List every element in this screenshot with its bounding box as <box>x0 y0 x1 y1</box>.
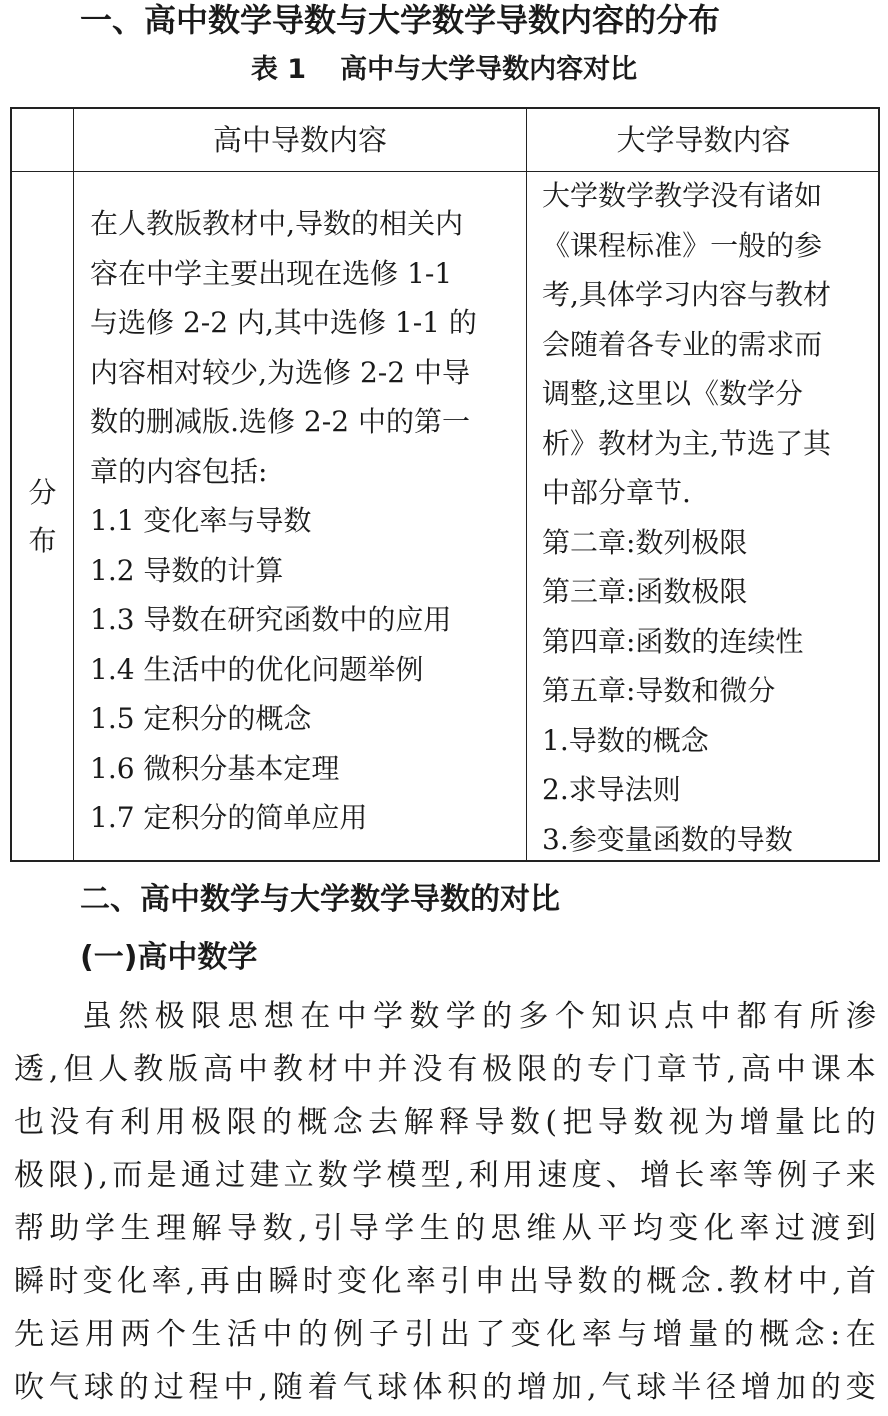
uni-line: 考,具体学习内容与教材 <box>542 278 832 311</box>
hs-line: 1.6 微积分基本定理 <box>90 751 340 785</box>
paragraph-line: 极 限 ) , 而 是 通 过 建 立 数 学 模 型 , 利 用 速 度 、 增 长 率 等 例 子 来 <box>14 1158 876 1193</box>
paragraph-line: 也 没 有 利 用 极 限 的 概 念 去 解 释 导 数 ( 把 导 数 视 为 增 量 比 的 <box>14 1105 876 1140</box>
paragraph-line: 帮 助 学 生 理 解 导 数 , 引 导 学 生 的 思 维 从 平 均 变 化 率 过 渡 到 <box>14 1211 876 1246</box>
hs-line: 1.3 导数在研究函数中的应用 <box>90 603 452 636</box>
uni-line: 3.参变量函数的导数 <box>542 822 793 856</box>
paragraph-line: 吹 气 球 的 过 程 中 , 随 着 气 球 体 积 的 增 加 , 气 球 半 径 增 加 的 变 <box>14 1370 876 1405</box>
uni-line: 大学数学教学没有诸如 <box>542 179 823 212</box>
hs-line: 章的内容包括: <box>90 454 268 488</box>
uni-line: 第三章:函数极限 <box>542 575 748 608</box>
row-label-char: 布 <box>28 524 57 557</box>
table-divider-2 <box>526 109 527 860</box>
hs-line: 内容相对较少,为选修 2-2 中导 <box>90 355 471 389</box>
uni-line: 1.导数的概念 <box>542 723 709 757</box>
hs-line: 在人教版教材中,导数的相关内 <box>90 207 464 240</box>
hs-line: 1.1 变化率与导数 <box>90 504 312 537</box>
hs-line: 数的删减版.选修 2-2 中的第一 <box>90 405 471 438</box>
paragraph-line: 虽 然 极 限 思 想 在 中 学 数 学 的 多 个 知 识 点 中 都 有 所 渗 <box>82 999 876 1034</box>
table-caption <box>0 52 888 88</box>
subsection-heading: (一)高中数学 <box>80 940 258 975</box>
body-paragraph <box>14 990 876 1414</box>
uni-line: 第二章:数列极限 <box>542 525 748 559</box>
uni-line: 第五章:导数和微分 <box>542 674 776 707</box>
table-number: 表 1 <box>250 54 307 85</box>
hs-line: 容在中学主要出现在选修 1-1 <box>90 256 453 290</box>
table-title: 高中与大学导数内容对比 <box>340 54 638 85</box>
header-university: 大学导数内容 <box>616 123 791 157</box>
uni-line: 会随着各专业的需求而 <box>542 327 823 361</box>
high-school-content <box>90 199 510 843</box>
uni-line: 第四章:函数的连续性 <box>542 624 804 658</box>
comparison-table <box>10 107 880 862</box>
row-label-distribution <box>12 469 73 565</box>
hs-line: 与选修 2-2 内,其中选修 1-1 的 <box>90 306 477 339</box>
header-high-school: 高中导数内容 <box>212 123 387 157</box>
uni-line: 《课程标准》一般的参 <box>542 228 823 262</box>
university-content <box>542 171 870 864</box>
paragraph-line: 透 , 但 人 教 版 高 中 教 材 中 并 没 有 极 限 的 专 门 章 节 , 高 中 课 本 <box>14 1052 876 1087</box>
table-divider-1 <box>73 109 74 860</box>
section-2-heading: 二、高中数学与大学数学导数的对比 <box>80 882 560 917</box>
paragraph-line: 瞬 时 变 化 率 , 再 由 瞬 时 变 化 率 引 申 出 导 数 的 概 念 . 教 材 中 , 首 <box>14 1264 876 1299</box>
uni-line: 2.求导法则 <box>542 773 681 806</box>
section-1-heading: 一、高中数学导数与大学数学导数内容的分布 <box>80 1 721 39</box>
hs-line: 1.4 生活中的优化问题举例 <box>90 652 424 686</box>
paragraph-line: 先 运 用 两 个 生 活 中 的 例 子 引 出 了 变 化 率 与 增 量 的 概 念 : 在 <box>14 1317 876 1352</box>
hs-line: 1.2 导数的计算 <box>90 553 284 587</box>
uni-line: 调整,这里以《数学分 <box>542 377 804 410</box>
hs-line: 1.7 定积分的简单应用 <box>90 801 368 834</box>
row-label-char: 分 <box>28 476 57 509</box>
hs-line: 1.5 定积分的概念 <box>90 702 312 735</box>
uni-line: 中部分章节. <box>542 476 691 509</box>
uni-line: 析》教材为主,节选了其 <box>542 426 832 460</box>
